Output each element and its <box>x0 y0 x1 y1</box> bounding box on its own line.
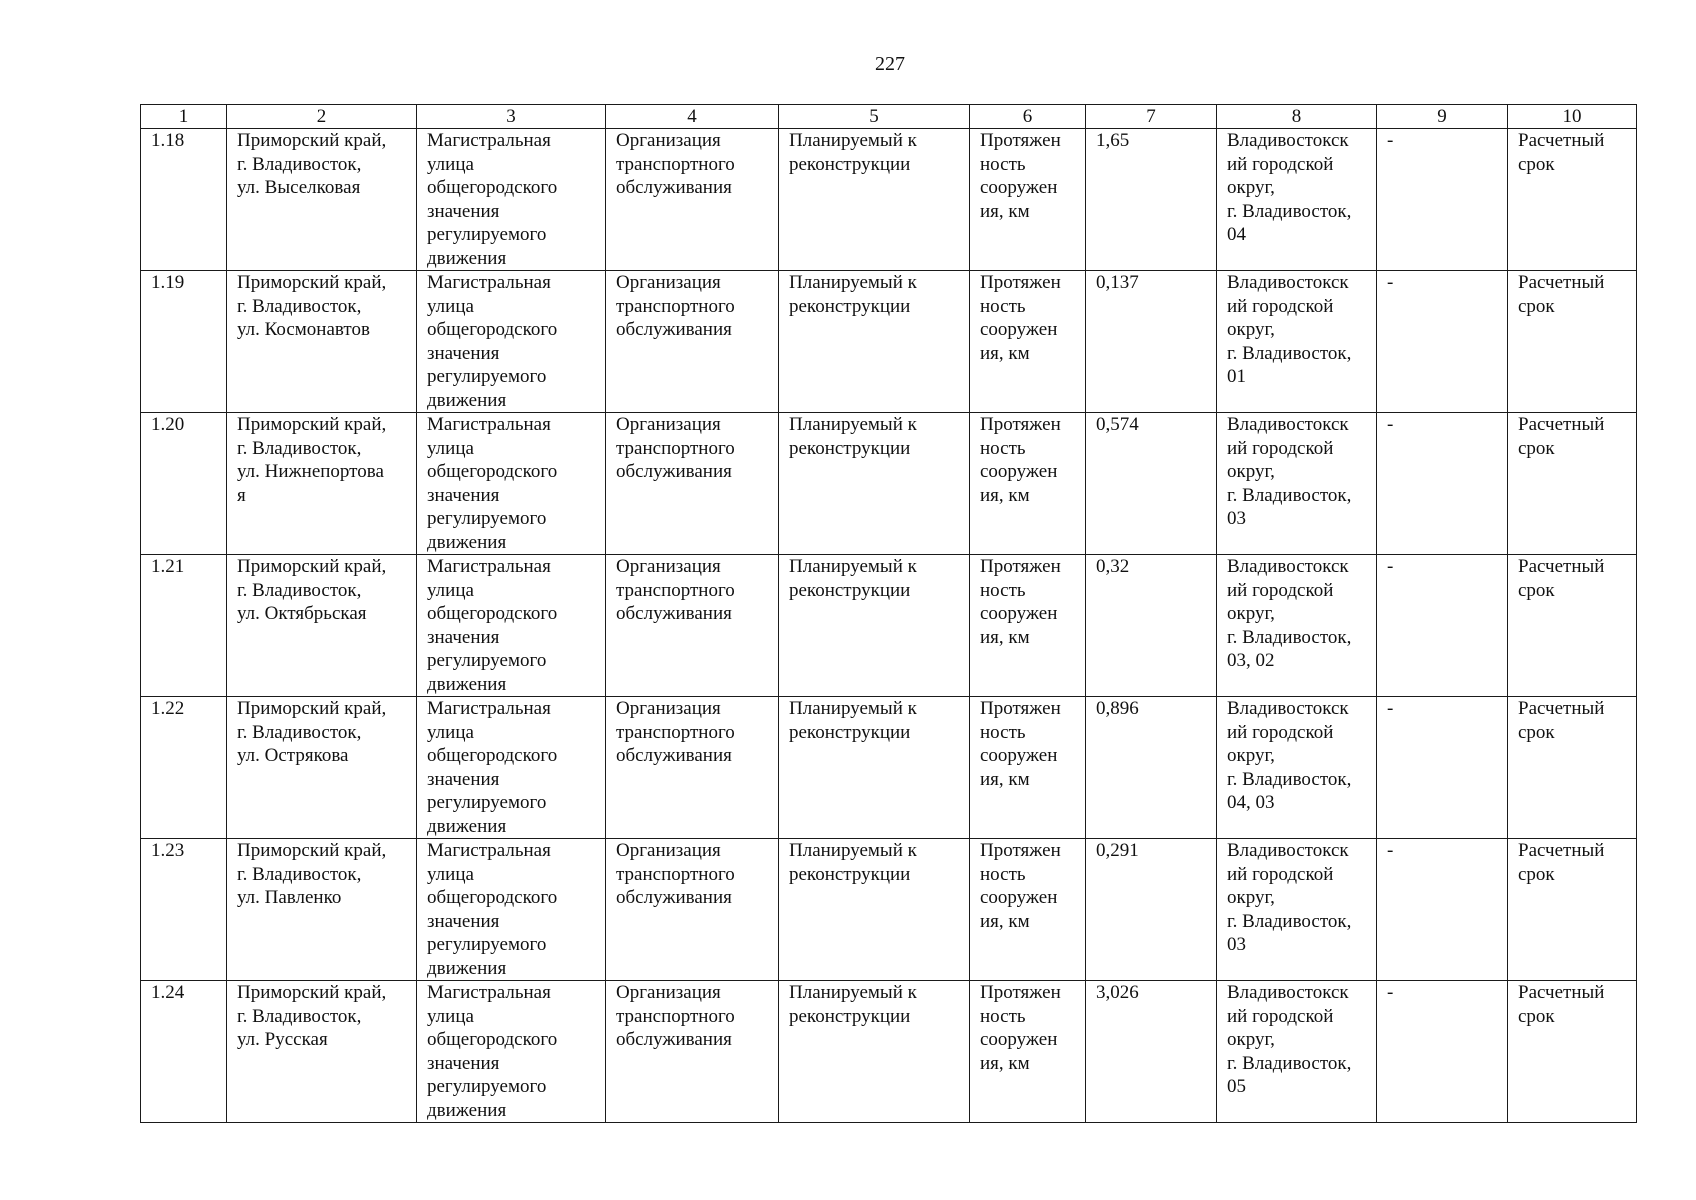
value-cell: 0,32 <box>1086 555 1217 697</box>
value-cell: 3,026 <box>1086 981 1217 1123</box>
row-number: 1.22 <box>141 697 227 839</box>
value-cell: 0,291 <box>1086 839 1217 981</box>
status-cell: Планируемый к реконструкции <box>779 413 970 555</box>
district-cell: Владивостокск ий городской округ, г. Владивосток, 03 <box>1217 839 1377 981</box>
status-cell: Планируемый к реконструкции <box>779 839 970 981</box>
district-cell: Владивостокск ий городской округ, г. Владивосток, 05 <box>1217 981 1377 1123</box>
location-cell: Приморский край, г. Владивосток, ул. Выселковая <box>227 129 417 271</box>
characteristic-cell: Протяжен ность сооружен ия, км <box>970 555 1086 697</box>
characteristic-cell: Протяжен ность сооружен ия, км <box>970 697 1086 839</box>
purpose-cell: Организация транспортного обслуживания <box>606 839 779 981</box>
location-cell: Приморский край, г. Владивосток, ул. Острякова <box>227 697 417 839</box>
term-cell: Расчетный срок <box>1508 839 1637 981</box>
status-cell: Планируемый к реконструкции <box>779 981 970 1123</box>
zone-cell: - <box>1377 413 1508 555</box>
characteristic-cell: Протяжен ность сооружен ия, км <box>970 981 1086 1123</box>
zone-cell: - <box>1377 129 1508 271</box>
column-header: 1 <box>141 105 227 129</box>
characteristic-cell: Протяжен ность сооружен ия, км <box>970 129 1086 271</box>
purpose-cell: Организация транспортного обслуживания <box>606 981 779 1123</box>
column-header: 2 <box>227 105 417 129</box>
column-header: 7 <box>1086 105 1217 129</box>
location-cell: Приморский край, г. Владивосток, ул. Павленко <box>227 839 417 981</box>
object-type-cell: Магистральная улица общегородского значения регулируемого движения <box>417 413 606 555</box>
column-header: 5 <box>779 105 970 129</box>
status-cell: Планируемый к реконструкции <box>779 555 970 697</box>
column-header: 8 <box>1217 105 1377 129</box>
location-cell: Приморский край, г. Владивосток, ул. Космонавтов <box>227 271 417 413</box>
row-number: 1.18 <box>141 129 227 271</box>
table-row <box>141 555 1637 697</box>
term-cell: Расчетный срок <box>1508 129 1637 271</box>
row-number: 1.20 <box>141 413 227 555</box>
object-type-cell: Магистральная улица общегородского значения регулируемого движения <box>417 839 606 981</box>
term-cell: Расчетный срок <box>1508 697 1637 839</box>
row-number: 1.19 <box>141 271 227 413</box>
column-header: 9 <box>1377 105 1508 129</box>
table-row <box>141 271 1637 413</box>
location-cell: Приморский край, г. Владивосток, ул. Русская <box>227 981 417 1123</box>
table-row <box>141 129 1637 271</box>
table-row <box>141 839 1637 981</box>
object-type-cell: Магистральная улица общегородского значения регулируемого движения <box>417 555 606 697</box>
object-type-cell: Магистральная улица общегородского значения регулируемого движения <box>417 271 606 413</box>
infrastructure-table <box>140 104 1637 1123</box>
district-cell: Владивостокск ий городской округ, г. Владивосток, 04 <box>1217 129 1377 271</box>
purpose-cell: Организация транспортного обслуживания <box>606 555 779 697</box>
status-cell: Планируемый к реконструкции <box>779 697 970 839</box>
location-cell: Приморский край, г. Владивосток, ул. Октябрьская <box>227 555 417 697</box>
table-row <box>141 413 1637 555</box>
status-cell: Планируемый к реконструкции <box>779 129 970 271</box>
status-cell: Планируемый к реконструкции <box>779 271 970 413</box>
table-row <box>141 981 1637 1123</box>
column-header: 4 <box>606 105 779 129</box>
purpose-cell: Организация транспортного обслуживания <box>606 271 779 413</box>
district-cell: Владивостокск ий городской округ, г. Владивосток, 03, 02 <box>1217 555 1377 697</box>
row-number: 1.21 <box>141 555 227 697</box>
characteristic-cell: Протяжен ность сооружен ия, км <box>970 271 1086 413</box>
district-cell: Владивостокск ий городской округ, г. Владивосток, 01 <box>1217 271 1377 413</box>
value-cell: 0,137 <box>1086 271 1217 413</box>
term-cell: Расчетный срок <box>1508 413 1637 555</box>
term-cell: Расчетный срок <box>1508 271 1637 413</box>
zone-cell: - <box>1377 981 1508 1123</box>
zone-cell: - <box>1377 555 1508 697</box>
object-type-cell: Магистральная улица общегородского значения регулируемого движения <box>417 981 606 1123</box>
location-cell: Приморский край, г. Владивосток, ул. Нижнепортова я <box>227 413 417 555</box>
column-header: 10 <box>1508 105 1637 129</box>
value-cell: 1,65 <box>1086 129 1217 271</box>
object-type-cell: Магистральная улица общегородского значения регулируемого движения <box>417 697 606 839</box>
row-number: 1.24 <box>141 981 227 1123</box>
characteristic-cell: Протяжен ность сооружен ия, км <box>970 839 1086 981</box>
district-cell: Владивостокск ий городской округ, г. Владивосток, 03 <box>1217 413 1377 555</box>
purpose-cell: Организация транспортного обслуживания <box>606 129 779 271</box>
purpose-cell: Организация транспортного обслуживания <box>606 697 779 839</box>
object-type-cell: Магистральная улица общегородского значения регулируемого движения <box>417 129 606 271</box>
zone-cell: - <box>1377 271 1508 413</box>
district-cell: Владивостокск ий городской округ, г. Владивосток, 04, 03 <box>1217 697 1377 839</box>
page-number: 227 <box>875 53 905 75</box>
characteristic-cell: Протяжен ность сооружен ия, км <box>970 413 1086 555</box>
row-number: 1.23 <box>141 839 227 981</box>
value-cell: 0,896 <box>1086 697 1217 839</box>
table-row <box>141 697 1637 839</box>
zone-cell: - <box>1377 839 1508 981</box>
zone-cell: - <box>1377 697 1508 839</box>
value-cell: 0,574 <box>1086 413 1217 555</box>
header-row <box>141 105 1637 129</box>
term-cell: Расчетный срок <box>1508 555 1637 697</box>
term-cell: Расчетный срок <box>1508 981 1637 1123</box>
purpose-cell: Организация транспортного обслуживания <box>606 413 779 555</box>
column-header: 6 <box>970 105 1086 129</box>
column-header: 3 <box>417 105 606 129</box>
